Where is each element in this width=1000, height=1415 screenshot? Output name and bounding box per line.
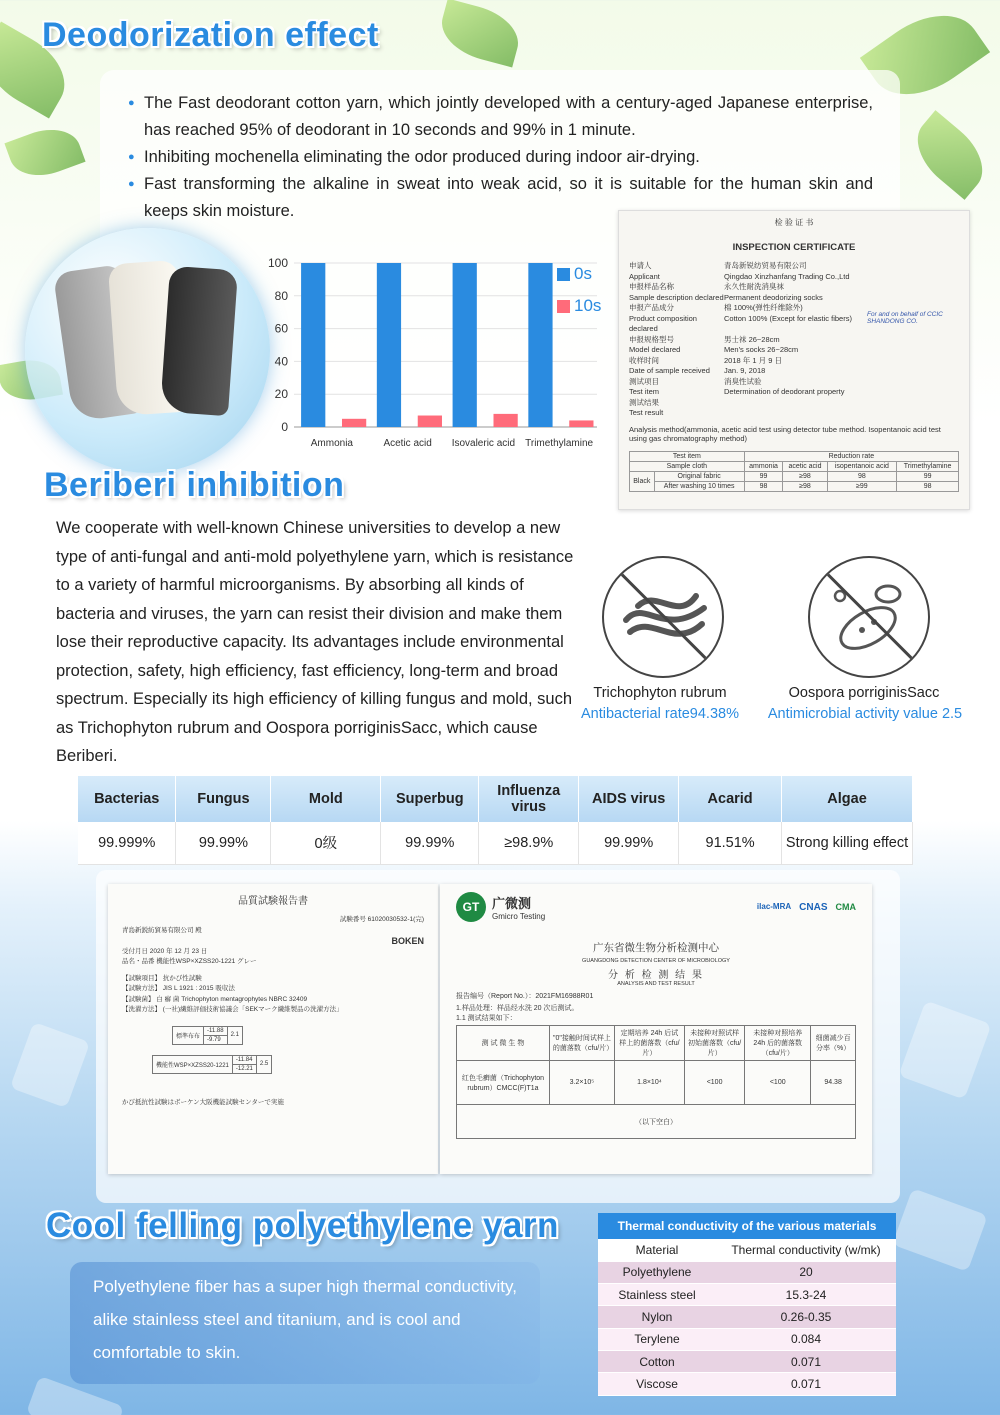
report2-td: <100 (684, 1061, 744, 1105)
socks-image (25, 228, 270, 473)
thermal-conductivity-table (598, 1213, 896, 1396)
deodorization-bar-chart (262, 250, 607, 455)
cert-row-key: Sample description declared (629, 292, 724, 302)
cert-row (629, 387, 859, 398)
legend-swatch-10s (557, 300, 570, 313)
report1-cell: 機能性WSP×XZSS20-1221 (153, 1055, 233, 1073)
report2-th: 未接种对照培养 24h 后的菌落数（cfu/片） (745, 1026, 811, 1061)
table-cell: 91.51% (679, 822, 782, 864)
cert-cell: ≥99 (827, 481, 897, 491)
bullet-item: ● The Fast deodorant cotton yarn, which jointly developed with a century-aged Japanese enterprise, has reached 95% of deodorant in 10 seconds and 99% in 1 minute. (128, 90, 873, 144)
report1-cell: -9.79 (204, 1035, 228, 1044)
report2-td: 94.38 (811, 1061, 856, 1105)
thermal-material: Polyethylene (598, 1261, 716, 1283)
thermal-table-caption: Thermal conductivity of the various materials (598, 1213, 896, 1239)
cert-row (629, 408, 859, 419)
thermal-value: 0.071 (716, 1350, 896, 1372)
y-tick-label: 40 (274, 354, 288, 369)
thermal-value: 0.084 (716, 1328, 896, 1350)
thermal-material: Nylon (598, 1306, 716, 1328)
section-title-beriberi: Beriberi inhibition (44, 466, 345, 504)
table-cell: 99.99% (579, 822, 679, 864)
cert-row (629, 261, 859, 272)
report2-td: 3.2×10⁵ (549, 1061, 614, 1105)
table-header: Mold (271, 776, 381, 822)
legend-label-0s: 0s (574, 264, 592, 283)
report2-title-en: GUANGDONG DETECTION CENTER OF MICROBIOLOGY (582, 958, 730, 964)
cert-cell: 99 (744, 471, 783, 481)
report2-td: 1.8×10⁴ (614, 1061, 684, 1105)
sock-black (160, 266, 238, 416)
killing-rate-table (78, 776, 913, 865)
bar-0s-0 (301, 263, 325, 427)
cert-stamp: For and on behalf of CCIC SHANDONG CO. (867, 311, 943, 325)
cert-row-key: 申报产品成分 (629, 303, 674, 312)
bar-0s-2 (453, 263, 477, 427)
report1-client: 青島新鋭紡貿易有限公司 殿 (122, 926, 202, 934)
cert-row-key: Product composition declared (629, 313, 697, 333)
chart-legend (557, 258, 601, 322)
y-tick-label: 60 (274, 321, 288, 336)
beriberi-paragraph: We cooperate with well-known Chinese universities to develop a new type of anti-fungal and anti-mold polyethylene yarn, which is resistance to a variety of harmful microorganisms. By absorbing all kinds of bacteria and viruses, the yarn can resist their division and make them lose their reproductive capacity. Its advantages include environmental protection, safety, high efficiency, fast efficiency, long-term and broad spectrum. Especially its high efficiency of killing fungus and mold, such as Trichophyton rubrum and Oospora porriginisSacc, which cause Beriberi. (56, 519, 574, 765)
thermal-value: 15.3-24 (716, 1284, 896, 1306)
cert-cell: 98 (744, 481, 783, 491)
report1-cell: 標準布布 (173, 1026, 204, 1044)
leaf-decoration (903, 110, 996, 200)
report1-line: 受付月日 2020 年 12 月 23 日 (122, 947, 208, 955)
cert-col: ammonia (744, 461, 783, 471)
cert-row-value: 2018 年 1 月 9 日 (724, 355, 782, 365)
cert-row (629, 345, 859, 356)
cert-zh-title: 检 验 证 书 (774, 218, 814, 227)
cert-row (629, 377, 859, 388)
leaf-decoration (435, 0, 525, 68)
icon2-rate: Antimicrobial activity value 2.5 (767, 706, 963, 722)
cert-col: Trimethylamine (897, 461, 959, 471)
report1-lab: BOKEN (391, 936, 424, 946)
x-tick-label: Isovaleric acid (451, 438, 516, 449)
report2-title-zh: 广东省微生物分析检测中心 (593, 942, 719, 954)
thermal-material: Stainless steel (598, 1284, 716, 1306)
bar-0s-3 (528, 263, 552, 427)
cert-row-value: 永久性耐洗消臭袜 (724, 282, 784, 291)
bar-10s-1 (418, 416, 442, 427)
thermal-material: Terylene (598, 1328, 716, 1350)
thermal-th: Thermal conductivity (w/mk) (716, 1239, 896, 1261)
thermal-value: 20 (716, 1261, 896, 1283)
deodorization-bullets (128, 90, 873, 225)
cert-row-value: 棉 100%(弹性纤维除外) (724, 303, 803, 312)
x-tick-label: Trimethylamine (525, 438, 594, 449)
no-bacteria-icon (808, 556, 930, 678)
bar-10s-2 (493, 414, 517, 427)
report2-end: （以下空白） (457, 1105, 856, 1139)
table-cell: 99.99% (381, 822, 479, 864)
icon2-label: Oospora porriginisSacc (788, 685, 940, 701)
cert-row-key: Applicant (629, 271, 660, 281)
icon1-rate: Antibacterial rate94.38% (581, 706, 739, 722)
section-title-cool: Cool felling polyethylene yarn (46, 1206, 559, 1245)
report1-cell: -11.88 (204, 1026, 228, 1035)
cert-row-value: Permanent deodorizing socks (724, 292, 823, 302)
cert-mark: CMA (835, 901, 856, 912)
report2-sub-en: ANALYSIS AND TEST RESULT (617, 981, 695, 987)
report1-cell: 2.5 (256, 1055, 271, 1073)
report2-header (456, 892, 856, 922)
report1-line: 品名・品番 機能性WSP×XZSS20-1221 グレー (122, 958, 257, 965)
report2-note: 1.1 测试结果如下： (456, 1015, 517, 1022)
cert-row (629, 366, 859, 377)
table-header: Bacterias (78, 776, 176, 822)
ice-decoration (898, 1000, 991, 1099)
cert-row-label: Original fabric (654, 471, 744, 481)
bar-10s-0 (342, 419, 366, 427)
report1-line: 【試験菌】 白 癬 菌 Trichophyton mentagrophytes NBRC 32409 (122, 995, 308, 1003)
cert-title: INSPECTION CERTIFICATE (732, 242, 856, 253)
table-header: Acarid (679, 776, 782, 822)
report1-cell: 2.1 (227, 1026, 242, 1044)
report2-td: <100 (745, 1061, 811, 1105)
cert-row-value: 青岛新锐纺贸易有限公司 (724, 261, 807, 270)
cert-row-key: Test item (629, 387, 660, 396)
table-cell: 99.999% (78, 822, 176, 864)
bullet-item: ● Inhibiting mochenella eliminating the odor produced during indoor air-drying. (128, 144, 873, 171)
cert-marks (757, 902, 856, 913)
thermal-material: Viscose (598, 1373, 716, 1395)
cert-th-test: Test item (630, 451, 745, 461)
cert-row-key: Model declared (629, 345, 681, 354)
report2-no: 报告编号（Report No.）：2021FM16988R01 (456, 993, 594, 1000)
thermal-value: 0.26-0.35 (716, 1306, 896, 1328)
report2-td: 红色毛癣菌（Trichophyton rubrum）CMCC(F)T1a (457, 1061, 550, 1105)
bar-10s-3 (569, 420, 593, 427)
cert-row (629, 398, 859, 409)
table-header: Algae (782, 776, 913, 822)
table-cell: 0级 (271, 822, 381, 864)
cert-row-key: Test result (629, 408, 664, 417)
section-title-deodorization: Deodorization effect (42, 16, 379, 54)
icon1-label: Trichophyton rubrum (593, 685, 727, 701)
leaf-decoration (4, 119, 85, 185)
cert-row-value: Cotton 100% (Except for elastic fibers) (724, 313, 852, 323)
report1-sample-table (152, 1055, 272, 1074)
cert-black: Black (630, 471, 655, 491)
report2-th: 定期培养 24h 后试样上的菌落数（cfu/片） (614, 1026, 684, 1061)
ice-decoration (10, 1022, 90, 1108)
report2-th: 未接种对照试样初始菌落数（cfu/片） (684, 1026, 744, 1061)
report1-cell: -12.21 (232, 1064, 256, 1073)
table-header: AIDS virus (579, 776, 679, 822)
legend-swatch-0s (557, 268, 570, 281)
y-tick-label: 20 (274, 387, 288, 402)
cert-row (629, 335, 859, 346)
table-cell: Strong killing effect (782, 822, 913, 864)
cert-row (629, 303, 859, 314)
cert-row-value: Jan. 9, 2018 (724, 366, 766, 375)
cert-row-key: 申请人 (629, 261, 652, 270)
ice-decoration (892, 1188, 988, 1272)
table-cell: ≥98.9% (479, 822, 579, 864)
cert-row (629, 282, 859, 293)
no-fungus-icon (602, 556, 724, 678)
thermal-th: Material (598, 1239, 716, 1261)
quality-test-report (108, 884, 438, 1174)
cert-cell: ≥98 (783, 471, 827, 481)
report1-cell: -11.84 (232, 1055, 256, 1064)
report1-line: 【試験方法】 JIS L 1921 : 2015 吸収法 (122, 985, 235, 992)
y-tick-label: 80 (274, 288, 288, 303)
cert-method: Analysis method(ammonia, acetic acid test using detector tube method. Isopentanoic acid test using gas chromatography method) (629, 424, 941, 443)
cert-row-value: Men's socks 26~28cm (724, 345, 799, 354)
cool-paragraph: Polyethylene fiber has a super high thermal conductivity, alike stainless steel and titanium, and is cool and comfortable to skin. (70, 1262, 540, 1384)
cert-row-value: Qingdao Xinzhanfang Trading Co.,Ltd (724, 271, 850, 281)
bar-0s-1 (377, 263, 401, 427)
cert-row-value: Determination of deodorant property (724, 387, 845, 396)
report1-title: 品質試験報告書 (238, 896, 308, 907)
cert-cell: ≥98 (783, 481, 827, 491)
cert-row-key: Date of sample received (629, 366, 710, 375)
cert-table (629, 451, 959, 492)
report2-brand: 广微测 (492, 896, 532, 911)
report2-sub-zh: 分 析 检 测 结 果 (608, 970, 704, 981)
cert-mark: ilac-MRA (756, 901, 792, 911)
x-tick-label: Ammonia (310, 438, 353, 449)
microbiology-test-report (440, 884, 872, 1174)
cert-cell: 98 (827, 471, 897, 481)
report1-line: 【試験項目】 抗かび性試験 (122, 974, 202, 982)
cert-col: acetic acid (783, 461, 827, 471)
cert-row-key: 申报规格型号 (629, 334, 674, 344)
cert-row-key: 申报样品名称 (629, 282, 674, 291)
cert-row (629, 272, 859, 283)
cert-th-sample: Sample cloth (630, 461, 745, 471)
report1-line: 【洗濯方法】 (一社)繊維評価技術協議会「SEKマーク繊維製品の洗濯方法」 (122, 1006, 343, 1013)
report2-brand-en: Gmicro Testing (492, 912, 546, 921)
cert-row-key: 测试项目 (629, 376, 659, 386)
y-tick-label: 0 (281, 420, 288, 434)
cert-col: isopentanoic acid (827, 461, 897, 471)
legend-label-10s: 10s (574, 296, 602, 315)
thermal-value: 0.071 (716, 1373, 896, 1395)
table-header: Superbug (381, 776, 479, 822)
cert-rows (629, 261, 859, 419)
report2-table (456, 1025, 856, 1139)
report2-th: "0"接触时间试样上的菌落数（cfu/片） (549, 1026, 614, 1061)
cert-row-label: After washing 10 times (654, 481, 744, 491)
report1-footer: かび抵抗性試験はボーケン大阪機能試験センターで実施 (122, 1098, 284, 1106)
report2-th: 细菌减少百分率（%） (811, 1026, 856, 1061)
cert-row-key: 收样时间 (629, 355, 659, 365)
y-tick-label: 100 (267, 256, 288, 270)
cert-cell: 99 (897, 471, 959, 481)
cert-row (629, 356, 859, 367)
table-header: Fungus (176, 776, 271, 822)
table-cell: 99.99% (176, 822, 271, 864)
cert-th-reduction: Reduction rate (744, 451, 958, 461)
inspection-certificate (618, 210, 970, 510)
cert-mark: CNAS (799, 901, 828, 913)
report2-note: 1.样品处理：样品经水洗 20 次后测试。 (456, 1005, 579, 1012)
report1-number: 試験番号 61020030532-1(完) (339, 916, 424, 923)
cert-cell: 98 (897, 481, 959, 491)
table-header: Influenza virus (479, 776, 579, 822)
cert-row (629, 314, 859, 335)
thermal-material: Cotton (598, 1350, 716, 1372)
report2-th: 测 试 微 生 物 (457, 1026, 550, 1061)
bullet-item: ● Fast transforming the alkaline in sweat into weak acid, so it is suitable for the human skin and keeps skin moisture. (128, 171, 873, 225)
x-tick-label: Acetic acid (383, 438, 432, 449)
cert-row (629, 293, 859, 304)
cert-row-value: 消臭性试验 (724, 376, 762, 386)
report1-std-table (172, 1026, 243, 1045)
cert-row-value: 男士袜 26~28cm (724, 334, 780, 344)
cert-row-key: 测试结果 (629, 397, 659, 407)
gmicro-logo-icon: GT (456, 892, 486, 922)
